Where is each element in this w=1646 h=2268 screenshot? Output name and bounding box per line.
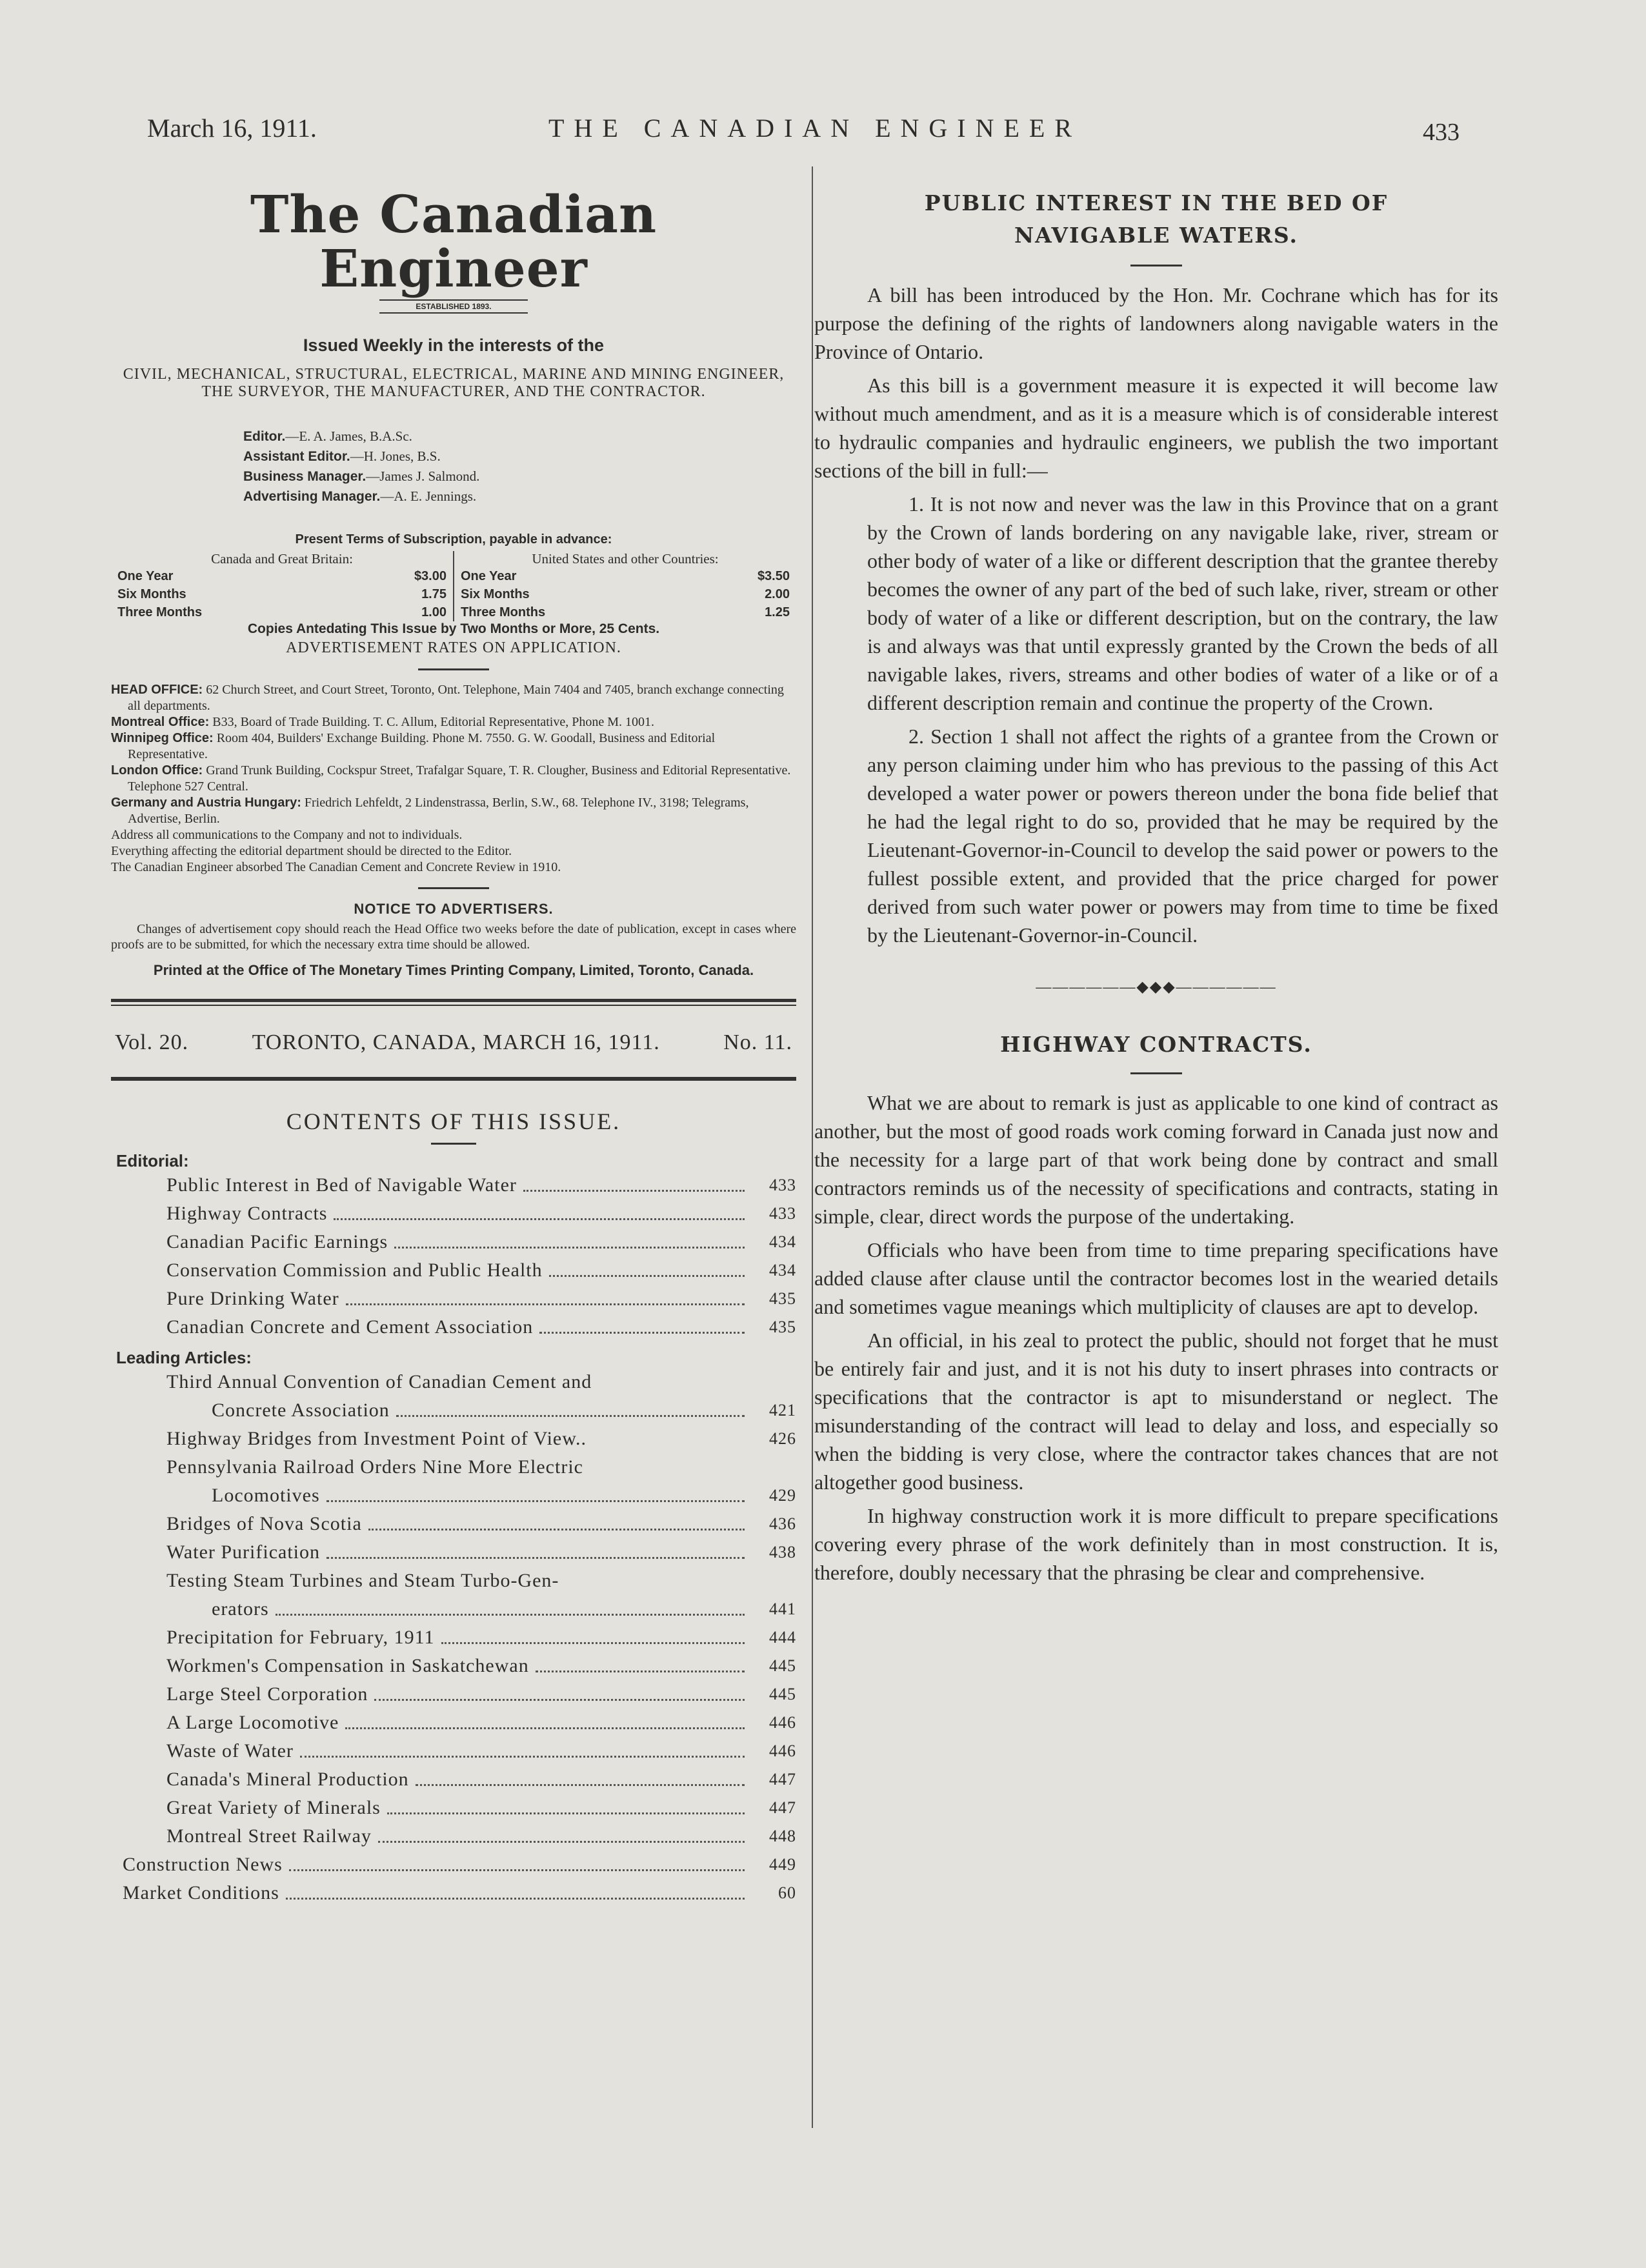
office-label: Winnipeg Office: bbox=[111, 731, 214, 745]
staff-role: Advertising Manager. bbox=[243, 489, 381, 504]
toc-title: Highway Contracts bbox=[166, 1203, 328, 1224]
toc-page: 449 bbox=[769, 1855, 796, 1874]
office-entry bbox=[111, 795, 796, 827]
left-column bbox=[111, 174, 796, 1907]
toc-entry[interactable] bbox=[111, 1709, 796, 1737]
toc-page: 435 bbox=[769, 1318, 796, 1336]
article-heading bbox=[814, 187, 1498, 252]
toc-title: Waste of Water bbox=[166, 1740, 294, 1761]
toc-title: Workmen's Compensation in Saskatchewan bbox=[166, 1655, 529, 1676]
term-price: 1.75 bbox=[421, 587, 447, 601]
toc-title: Canadian Pacific Earnings bbox=[166, 1231, 388, 1252]
toc-entry[interactable] bbox=[111, 1256, 796, 1285]
staff-row bbox=[243, 447, 796, 467]
toc-entry[interactable] bbox=[111, 1510, 796, 1538]
term-label: Three Months bbox=[117, 605, 203, 619]
toc-title: Conservation Commission and Public Health bbox=[166, 1259, 543, 1281]
office-label: London Office: bbox=[111, 763, 203, 778]
term-price: 1.00 bbox=[421, 605, 447, 619]
copies-note: Copies Antedating This Issue by Two Months or More, 25 Cents. bbox=[247, 621, 660, 636]
office-label: HEAD OFFICE: bbox=[111, 683, 203, 697]
subscription-row bbox=[461, 567, 790, 585]
toc-title: Montreal Street Railway bbox=[166, 1825, 372, 1847]
office-text: Room 404, Builders' Exchange Building. Phone M. 7550. G. W. Goodall, Business and Editorial Representative. bbox=[128, 731, 716, 761]
office-list bbox=[111, 682, 796, 876]
quoted-section: 1. It is not now and never was the law in this Province that on a grant by the Crown of lands bordering on any navigable lake, river, stream or other body of water of a like or different description that the grantee thereby becomes the owner of any part of the bed of such lake, river, stream or other body of water of a like or different description, but on the contrary, the law is and always was that until expressly granted by the Crown the beds of all navigable lakes, rivers, streams and other bodies of water of a like or of a different description remain and continue the property of the Crown. bbox=[867, 492, 1498, 714]
toc-page: 426 bbox=[769, 1429, 796, 1448]
toc-title: Third Annual Convention of Canadian Cement and bbox=[166, 1371, 592, 1392]
divider bbox=[111, 1077, 796, 1081]
staff-role: Assistant Editor. bbox=[243, 449, 350, 464]
term-label: Six Months bbox=[461, 587, 530, 601]
office-entry bbox=[111, 730, 796, 763]
toc-entry[interactable] bbox=[111, 1171, 796, 1199]
place-date: TORONTO, CANADA, MARCH 16, 1911. bbox=[252, 1030, 660, 1054]
staff-role: Business Manager. bbox=[243, 469, 366, 484]
staff-name: —James J. Salmond. bbox=[366, 468, 480, 484]
office-text: Everything affecting the editorial department should be directed to the Editor. bbox=[111, 844, 512, 858]
toc-page: 434 bbox=[769, 1232, 796, 1251]
page-number: 433 bbox=[1423, 119, 1460, 146]
toc-page: 441 bbox=[769, 1600, 796, 1618]
article-heading: HIGHWAY CONTRACTS. bbox=[1000, 1032, 1312, 1057]
toc-entry[interactable] bbox=[111, 1794, 796, 1822]
subscription-row bbox=[117, 585, 447, 603]
toc-page: 444 bbox=[769, 1628, 796, 1647]
volume-number: Vol. 20. bbox=[115, 1030, 189, 1054]
staff-row bbox=[243, 467, 796, 487]
running-head-date: March 16, 1911. bbox=[147, 114, 317, 143]
paragraph: What we are about to remark is just as applicable to one kind of contract as another, but the most of good roads work coming forward in Canada just now and the necessity for a large part of that work being done by contract and small contractors reminds us of the necessity of specifications and contracts, stating in simple, clear, direct words the purpose of the undertaking. bbox=[814, 1091, 1498, 1228]
toc-entry[interactable] bbox=[111, 1567, 796, 1623]
paragraph: In highway construction work it is more difficult to prepare specifications covering every phrase of the work definitely than in most construction. It is, therefore, doubly necessary that the phrasing be clear and comprehensive. bbox=[814, 1504, 1498, 1584]
toc-title: Market Conditions bbox=[123, 1882, 279, 1903]
paragraph: Officials who have been from time to time preparing specifications have added clause after clause until the contractor becomes lost in the wearied details and sometimes vague meanings which multiplicity of clauses are apt to develop. bbox=[814, 1238, 1498, 1318]
leading-articles-label: Leading Articles: bbox=[116, 1348, 252, 1367]
editorial-label: Editorial: bbox=[116, 1151, 189, 1170]
ornament-divider: ——————◆◆◆—————— bbox=[1036, 979, 1277, 996]
term-price: 1.25 bbox=[765, 605, 790, 619]
staff-role: Editor. bbox=[243, 429, 286, 444]
toc-title: Canadian Concrete and Cement Association bbox=[166, 1316, 534, 1338]
staff-name: —A. E. Jennings. bbox=[380, 488, 477, 504]
toc-page: 435 bbox=[769, 1289, 796, 1308]
article-heading-line: PUBLIC INTEREST IN THE BED OF bbox=[924, 190, 1389, 216]
toc-page: 445 bbox=[769, 1685, 796, 1703]
toc-page: 433 bbox=[769, 1176, 796, 1194]
term-price: 2.00 bbox=[765, 587, 790, 601]
toc-title: Pennsylvania Railroad Orders Nine More Electric bbox=[166, 1456, 583, 1478]
toc-page: 433 bbox=[769, 1204, 796, 1223]
office-entry bbox=[111, 682, 796, 714]
toc-title: Precipitation for February, 1911 bbox=[166, 1627, 435, 1648]
right-column bbox=[814, 187, 1498, 1592]
toc-page: 436 bbox=[769, 1514, 796, 1533]
toc-title: Large Steel Corporation bbox=[166, 1683, 368, 1705]
toc-title: Bridges of Nova Scotia bbox=[166, 1513, 362, 1534]
term-label: Six Months bbox=[117, 587, 186, 601]
subscription-us-heading: United States and other Countries: bbox=[532, 551, 719, 567]
volume-line bbox=[111, 1030, 796, 1055]
running-head bbox=[0, 113, 1646, 152]
office-text: Address all communications to the Company and not to individuals. bbox=[111, 828, 463, 842]
toc-entry[interactable] bbox=[111, 1851, 796, 1879]
contents-title: CONTENTS OF THIS ISSUE. bbox=[286, 1109, 621, 1134]
office-text: Grand Trunk Building, Cockspur Street, Trafalgar Square, T. R. Clougher, Business and Editorial Representative. Telephone 527 Central. bbox=[128, 763, 791, 794]
staff-row bbox=[243, 487, 796, 507]
toc-entry[interactable] bbox=[111, 1425, 796, 1453]
toc-title: Construction News bbox=[123, 1854, 283, 1875]
toc-title: Great Variety of Minerals bbox=[166, 1797, 381, 1818]
toc-title: Water Purification bbox=[166, 1541, 321, 1563]
article-public-interest bbox=[814, 281, 1498, 949]
ad-rates-line: ADVERTISEMENT RATES ON APPLICATION. bbox=[286, 639, 621, 656]
toc-page: 429 bbox=[769, 1486, 796, 1505]
toc-entry[interactable] bbox=[111, 1538, 796, 1567]
subscription-table bbox=[111, 551, 796, 621]
other-contents-list bbox=[111, 1851, 796, 1907]
subscription-canada bbox=[111, 551, 454, 621]
subscription-us bbox=[454, 551, 796, 621]
divider bbox=[418, 668, 489, 670]
paragraph: An official, in his zeal to protect the public, should not forget that he must be entirely fair and just, and it is not his duty to insert phrases into contracts or specifications that the contractor is apt to misunderstand or neglect. The misunderstanding of the contract will lead to delay and loss, and especially so when the bidding is very close, where the contractor takes chances that are not altogether good business. bbox=[814, 1329, 1498, 1494]
paragraph: A bill has been introduced by the Hon. Mr. Cochrane which has for its purpose the defining of the rights of landowners along navigable waters in the Province of Ontario. bbox=[814, 283, 1498, 363]
toc-page: 438 bbox=[769, 1543, 796, 1561]
toc-entry[interactable] bbox=[111, 1453, 796, 1510]
toc-title-cont: Locomotives bbox=[212, 1485, 320, 1506]
toc-entry[interactable] bbox=[111, 1879, 796, 1907]
term-label: One Year bbox=[461, 569, 517, 583]
article-highway-contracts bbox=[814, 1089, 1498, 1587]
divider bbox=[1130, 1072, 1182, 1074]
term-label: One Year bbox=[117, 569, 174, 583]
office-entry bbox=[111, 714, 796, 730]
divider bbox=[418, 887, 489, 889]
toc-page: 447 bbox=[769, 1798, 796, 1817]
divider bbox=[1130, 265, 1182, 266]
subscription-row bbox=[461, 603, 790, 621]
toc-entry[interactable] bbox=[111, 1765, 796, 1794]
toc-page: 446 bbox=[769, 1713, 796, 1732]
notice-title: NOTICE TO ADVERTISERS. bbox=[354, 901, 554, 917]
divider bbox=[111, 1005, 796, 1006]
toc-entry[interactable] bbox=[111, 1652, 796, 1680]
toc-title-cont: erators bbox=[212, 1598, 269, 1620]
toc-entry[interactable] bbox=[111, 1199, 796, 1228]
toc-page: 421 bbox=[769, 1401, 796, 1420]
subscription-row bbox=[117, 567, 447, 585]
staff-name: —H. Jones, B.S. bbox=[350, 448, 441, 464]
subscription-title: Present Terms of Subscription, payable in advance: bbox=[295, 532, 612, 547]
staff-name: —E. A. James, B.A.Sc. bbox=[285, 428, 412, 444]
toc-entry[interactable] bbox=[111, 1822, 796, 1851]
toc-title: A Large Locomotive bbox=[166, 1712, 339, 1733]
toc-page: 445 bbox=[769, 1656, 796, 1675]
toc-page: 448 bbox=[769, 1827, 796, 1845]
toc-entry[interactable] bbox=[111, 1313, 796, 1341]
toc-entry[interactable] bbox=[111, 1680, 796, 1709]
running-head-title: THE CANADIAN ENGINEER bbox=[548, 114, 1082, 143]
toc-page: 446 bbox=[769, 1741, 796, 1760]
printed-by: Printed at the Office of The Monetary Times Printing Company, Limited, Toronto, Canada. bbox=[153, 962, 754, 978]
issue-number: No. 11. bbox=[723, 1030, 792, 1054]
established-label: ESTABLISHED 1893. bbox=[379, 299, 528, 314]
toc-title: Pure Drinking Water bbox=[166, 1288, 339, 1309]
term-price: $3.50 bbox=[757, 569, 790, 583]
divider bbox=[431, 1143, 476, 1145]
office-text: Friedrich Lehfeldt, 2 Lindenstrassa, Berlin, S.W., 68. Telephone IV., 3198; Telegrams, Advertise, Berlin. bbox=[128, 796, 749, 826]
audience-line: CIVIL, MECHANICAL, STRUCTURAL, ELECTRICAL, MARINE AND MINING ENGINEER, THE SURVEYOR, THE MANUFACTURER, AND THE CONTRACTOR. bbox=[123, 366, 785, 400]
staff-row bbox=[243, 427, 796, 447]
office-text: 62 Church Street, and Court Street, Toronto, Ont. Telephone, Main 7404 and 7405, branch exchange connecting all departments. bbox=[128, 683, 784, 713]
toc-entry[interactable] bbox=[111, 1228, 796, 1256]
office-entry bbox=[111, 827, 796, 843]
subscription-row bbox=[117, 603, 447, 621]
office-entry bbox=[111, 859, 796, 876]
office-label: Montreal Office: bbox=[111, 715, 210, 729]
toc-page: 447 bbox=[769, 1770, 796, 1789]
quoted-section: 2. Section 1 shall not affect the rights of a grantee from the Crown or any person claiming under him who has previous to the passing of this Act developed a water power or powers thereon under the bona fide belief that he had the legal right to do so, provided that he may be required by the Lieutenant-Governor-in-Council to develop the said power or powers to the fullest possible extent, and provided that the price charged for power derived from such water power or powers may from time to time be fixed by the Lieutenant-Governor-in-Council. bbox=[867, 725, 1498, 947]
column-divider bbox=[812, 166, 813, 2128]
issued-weekly-line: Issued Weekly in the interests of the bbox=[303, 336, 605, 355]
leading-articles-list bbox=[111, 1368, 796, 1851]
office-text: B33, Board of Trade Building. T. C. Allum, Editorial Representative, Phone M. 1001. bbox=[209, 715, 655, 729]
toc-entry[interactable] bbox=[111, 1285, 796, 1313]
toc-entry[interactable] bbox=[111, 1737, 796, 1765]
subscription-row bbox=[461, 585, 790, 603]
toc-title: Public Interest in Bed of Navigable Water bbox=[166, 1174, 517, 1196]
toc-page: 60 bbox=[778, 1883, 796, 1902]
toc-page: 434 bbox=[769, 1261, 796, 1280]
article-heading-line: NAVIGABLE WATERS. bbox=[1014, 223, 1298, 248]
office-label: Germany and Austria Hungary: bbox=[111, 796, 301, 810]
divider bbox=[111, 999, 796, 1002]
toc-title: Highway Bridges from Investment Point of View.. bbox=[166, 1428, 587, 1449]
toc-title: Testing Steam Turbines and Steam Turbo-Gen- bbox=[166, 1570, 559, 1591]
toc-entry[interactable] bbox=[111, 1368, 796, 1425]
office-entry bbox=[111, 763, 796, 795]
notice-text: Changes of advertisement copy should reach the Head Office two weeks before the date of publication, except in cases where proofs are to be submitted, for which the necessary extra time should be allowed. bbox=[111, 922, 796, 952]
office-text: The Canadian Engineer absorbed The Canadian Cement and Concrete Review in 1910. bbox=[111, 860, 561, 874]
editorial-list bbox=[111, 1171, 796, 1341]
office-entry bbox=[111, 843, 796, 859]
staff-list bbox=[243, 427, 796, 507]
term-label: Three Months bbox=[461, 605, 546, 619]
toc-title: Canada's Mineral Production bbox=[166, 1769, 409, 1790]
paragraph: As this bill is a government measure it is expected it will become law without much amendment, and as it is a measure which is of considerable interest to hydraulic companies and hydraulic engineers, we publish the two important sections of the bill in full:— bbox=[814, 374, 1498, 482]
toc-entry[interactable] bbox=[111, 1623, 796, 1652]
toc-title-cont: Concrete Association bbox=[212, 1400, 390, 1421]
masthead-title: The Canadian Engineer bbox=[250, 184, 657, 299]
term-price: $3.00 bbox=[414, 569, 447, 583]
subscription-canada-heading: Canada and Great Britain: bbox=[211, 551, 353, 567]
